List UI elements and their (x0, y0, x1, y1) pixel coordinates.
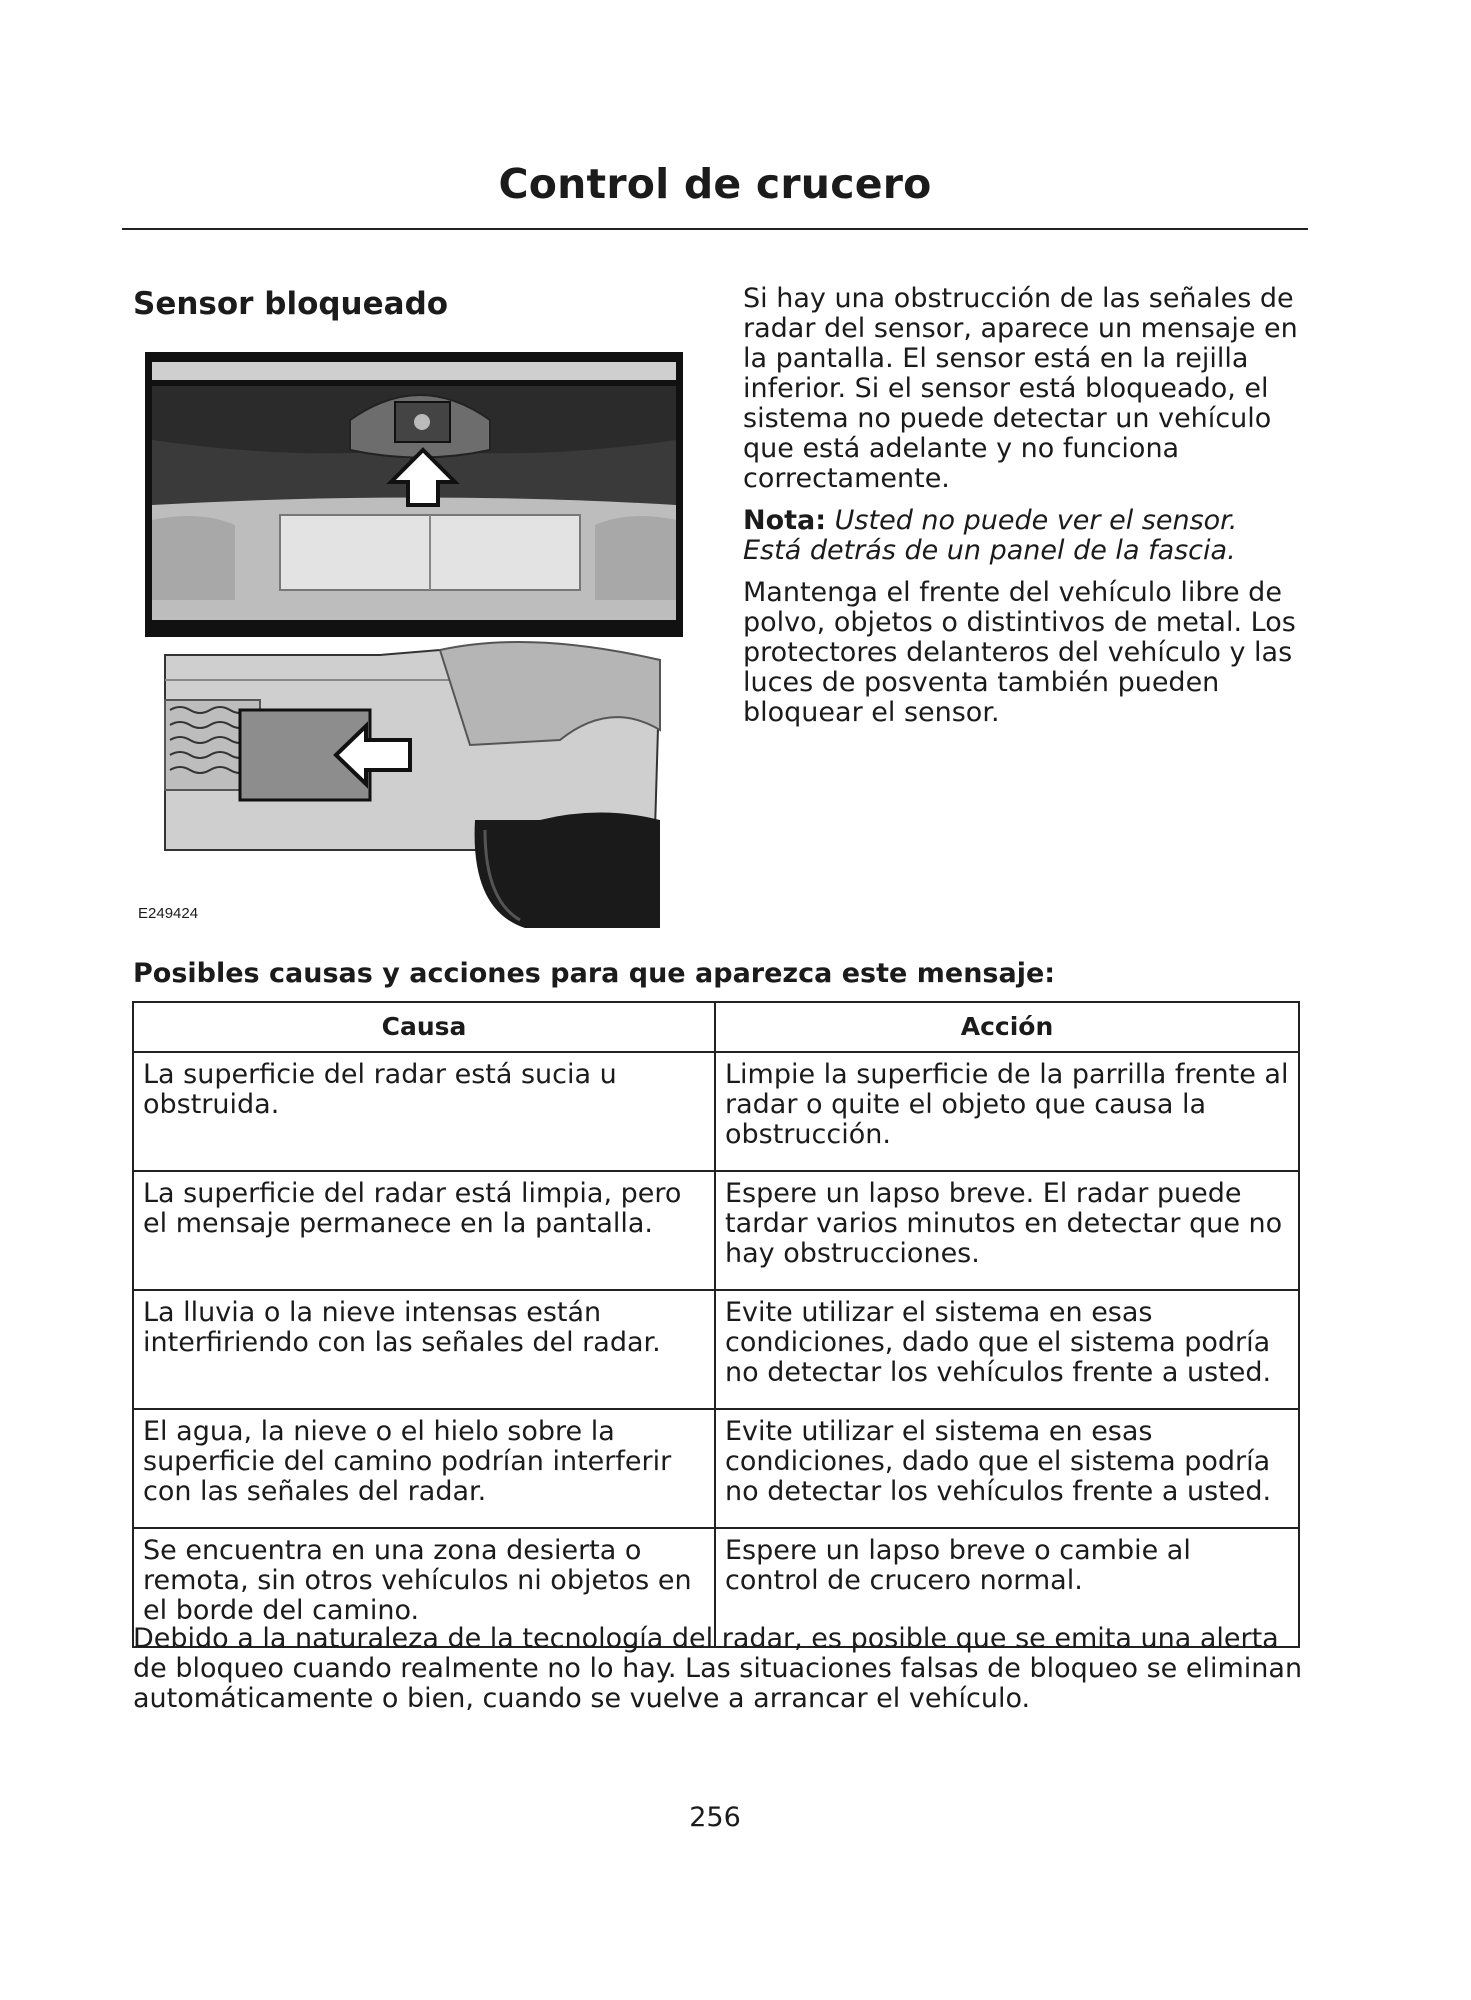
action-cell: Limpie la superficie de la parrilla frente al radar o quite el objeto que causa la obstrucción. (715, 1052, 1299, 1171)
table-row (133, 1052, 1299, 1171)
table-row (133, 1171, 1299, 1290)
cause-cell: Se encuentra en una zona desierta o remota, sin otros vehículos ni objetos en el borde del camino. (133, 1528, 715, 1647)
column-header-action: Acción (715, 1002, 1299, 1052)
cause-cell: La lluvia o la nieve intensas están interfiriendo con las señales del radar. (133, 1290, 715, 1409)
windshield-view (145, 352, 683, 637)
note-text: Usted no puede ver el sensor. Está detrás de un panel de la fascia. (743, 505, 1238, 566)
table-row (133, 1290, 1299, 1409)
action-cell: Evite utilizar el sistema en esas condiciones, dado que el sistema podría no detectar los vehículos frente a usted. (715, 1409, 1299, 1528)
causes-actions-table (132, 1001, 1300, 1648)
page-title: Control de crucero (498, 160, 932, 208)
description-paragraph: Si hay una obstrucción de las señales de radar del sensor, aparece un mensaje en la pantalla. El sensor está en la rejilla inferior. Si el sensor está bloqueado, el sistema no puede detectar un vehículo que está adelante y no funciona correctamente. (743, 283, 1298, 494)
table-header-row (133, 1002, 1299, 1052)
front-grille-view (165, 642, 660, 928)
header-divider (122, 228, 1308, 230)
note-paragraph (743, 506, 1303, 566)
footer-paragraph: Debido a la naturaleza de la tecnología del radar, es posible que se emita una alerta de bloqueo cuando realmente no lo hay. Las situaciones falsas de bloqueo se eliminan automáticamente o bien, cuando se vuelve a arrancar el vehículo. (133, 1623, 1303, 1714)
maintenance-paragraph: Mantenga el frente del vehículo libre de polvo, objetos o distintivos de metal. Los protectores delanteros del vehículo y las luces de posventa también pueden bloquear el sensor. (743, 577, 1296, 728)
cause-cell: La superficie del radar está sucia u obstruida. (133, 1052, 715, 1171)
table-heading: Posibles causas y acciones para que aparezca este mensaje: (133, 958, 1056, 989)
page-number: 256 (689, 1802, 741, 1833)
action-cell: Espere un lapso breve o cambie al control de crucero normal. (715, 1528, 1299, 1647)
cause-cell: La superficie del radar está limpia, pero el mensaje permanece en la pantalla. (133, 1171, 715, 1290)
action-cell: Evite utilizar el sistema en esas condiciones, dado que el sistema podría no detectar los vehículos frente a usted. (715, 1290, 1299, 1409)
sensor-location-illustration (140, 350, 700, 930)
description-column (743, 284, 1303, 740)
section-title: Sensor bloqueado (133, 286, 449, 322)
note-label: Nota: (743, 505, 827, 536)
figure-code: E249424 (138, 905, 199, 922)
column-header-cause: Causa (133, 1002, 715, 1052)
table-row (133, 1409, 1299, 1528)
cause-cell: El agua, la nieve o el hielo sobre la superficie del camino podrían interferir con las señales del radar. (133, 1409, 715, 1528)
action-cell: Espere un lapso breve. El radar puede tardar varios minutos en detectar que no hay obstrucciones. (715, 1171, 1299, 1290)
